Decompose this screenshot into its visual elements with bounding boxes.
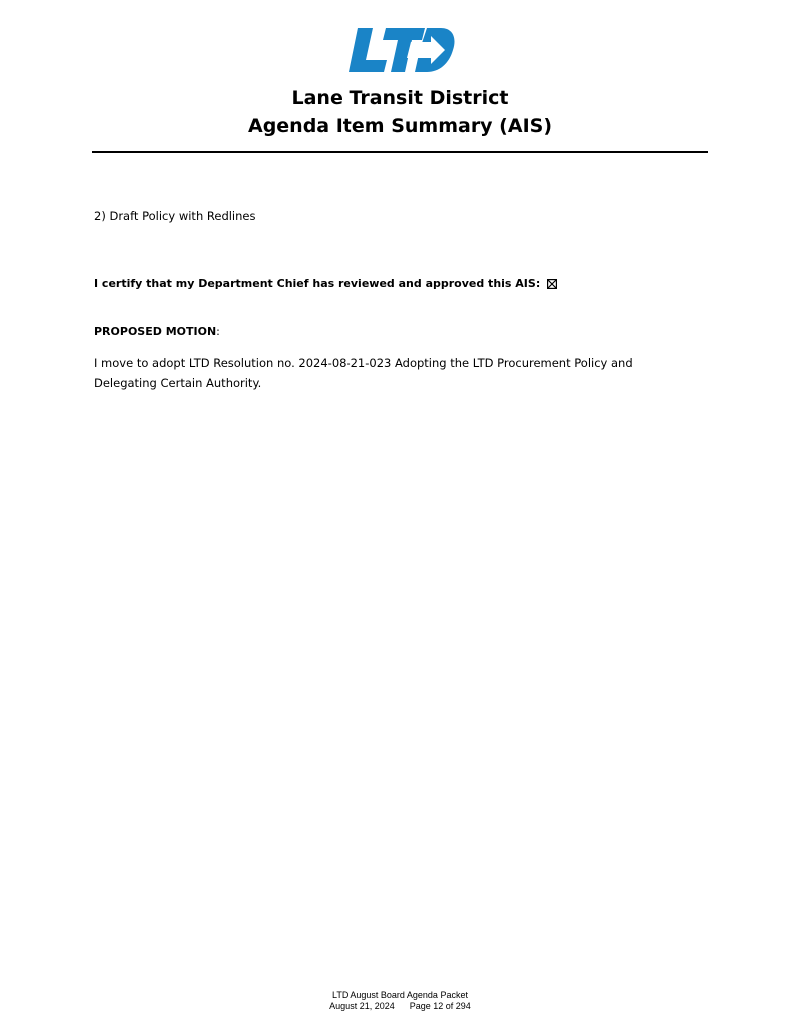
document-title bbox=[0, 84, 800, 140]
footer-page-number: Page 12 of 294 bbox=[409, 1001, 471, 1011]
checked-box-icon bbox=[547, 279, 557, 289]
page-footer bbox=[0, 990, 800, 1012]
proposed-motion-heading bbox=[94, 324, 220, 340]
motion-text-line-1: I move to adopt LTD Resolution no. 2024-08-21-023 Adopting the LTD Procurement Policy and bbox=[94, 356, 633, 370]
certification-text: I certify that my Department Chief has reviewed and approved this AIS: bbox=[94, 277, 541, 290]
attachment-item: 2) Draft Policy with Redlines bbox=[94, 209, 256, 223]
title-line-organization: Lane Transit District bbox=[291, 87, 509, 109]
footer-date-page bbox=[0, 1001, 800, 1012]
ltd-logo bbox=[349, 28, 455, 72]
title-line-document-type: Agenda Item Summary (AIS) bbox=[247, 115, 553, 137]
motion-text-line-2: Delegating Certain Authority. bbox=[94, 376, 262, 390]
proposed-motion-text bbox=[94, 353, 694, 393]
proposed-motion-colon: : bbox=[216, 325, 220, 338]
footer-date: August 21, 2024 bbox=[329, 1001, 395, 1011]
proposed-motion-label: PROPOSED MOTION bbox=[94, 325, 217, 338]
certification-statement bbox=[94, 276, 557, 292]
header-divider bbox=[92, 151, 708, 153]
footer-packet-title: LTD August Board Agenda Packet bbox=[332, 990, 468, 1000]
